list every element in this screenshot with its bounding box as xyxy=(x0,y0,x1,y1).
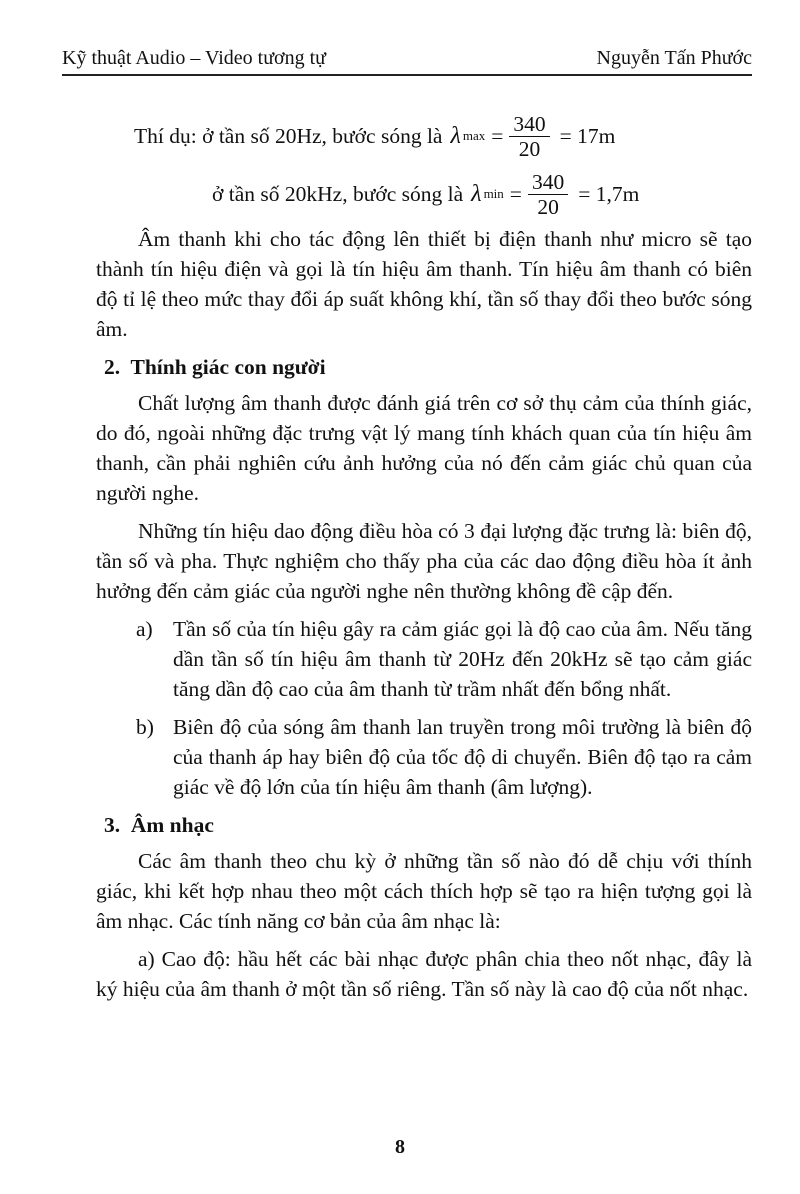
fraction-denominator: 20 xyxy=(518,136,541,161)
section-title: Thính giác con người xyxy=(130,355,326,379)
header-author: Nguyễn Tấn Phước xyxy=(596,47,752,69)
equation-min-wavelength xyxy=(212,166,752,222)
list-item-text: Tần số của tín hiệu gây ra cảm giác gọi là độ cao của âm. Nếu tăng dần tần số tín hiệu âm thanh từ 20Hz đến 20kHz sẽ tạo cảm giác tăng dần độ cao của âm thanh từ trầm nhất đến bổng nhất. xyxy=(173,617,752,701)
paragraph-harmonic-signals: Những tín hiệu dao động điều hòa có 3 đại lượng đặc trưng là: biên độ, tần số và pha. Thực nghiệm cho thấy pha của các dao động điều hòa ít ảnh hưởng đến cảm giác của người nghe nên thường không đề cập đến. xyxy=(96,519,752,603)
fraction-denominator: 20 xyxy=(537,194,559,219)
equation-prefix: Thí dụ: ở tần số 20Hz, bước sóng là xyxy=(134,124,443,148)
lambda-symbol: λ xyxy=(450,123,461,149)
list-item-amplitude xyxy=(136,712,752,802)
list-item-text: Biên độ của sóng âm thanh lan truyền trong môi trường là biên độ của thanh áp hay biên độ của tốc độ di chuyển. Biên độ tạo ra cảm giác về độ lớn của tín hiệu âm thanh (âm lượng). xyxy=(173,715,752,799)
page-number: 8 xyxy=(395,1136,405,1158)
fraction xyxy=(509,112,549,161)
section-heading-music xyxy=(104,810,752,840)
equals-sign: = xyxy=(509,182,522,206)
equals-sign: = xyxy=(491,124,504,148)
equation-max-wavelength xyxy=(134,108,752,164)
lambda-symbol: λ xyxy=(471,181,482,207)
header-book-title: Kỹ thuật Audio – Video tương tự xyxy=(62,47,327,69)
section-heading-hearing xyxy=(104,352,752,382)
list-marker: b) xyxy=(136,715,154,739)
fraction-numerator: 340 xyxy=(528,170,568,195)
section-number: 3. xyxy=(104,813,121,837)
equation-result: = 1,7m xyxy=(578,182,640,206)
list-marker: a) xyxy=(136,617,153,641)
lambda-subscript: min xyxy=(483,186,504,201)
paragraph-sound-signal: Âm thanh khi cho tác động lên thiết bị điện thanh như micro sẽ tạo thành tín hiệu điện và gọi là tín hiệu âm thanh. Tín hiệu âm thanh có biên độ tỉ lệ theo mức thay đổi áp suất không khí, tần số thay đổi theo bước sóng âm. xyxy=(96,227,752,341)
equation-prefix: ở tần số 20kHz, bước sóng là xyxy=(212,182,464,206)
section-title: Âm nhạc xyxy=(130,813,214,837)
running-header xyxy=(62,46,752,76)
paragraph-music-definition: Các âm thanh theo chu kỳ ở những tần số nào đó dễ chịu với thính giác, khi kết hợp nhau theo một cách thích hợp sẽ tạo ra hiện tượng gọi là âm nhạc. Các tính năng cơ bản của âm nhạc là: xyxy=(96,849,752,933)
lambda-subscript: max xyxy=(462,128,486,143)
fraction xyxy=(528,170,568,219)
paragraph-sound-quality: Chất lượng âm thanh được đánh giá trên cơ sở thụ cảm của thính giác, do đó, ngoài những đặc trưng vật lý mang tính khách quan của tín hiệu âm thanh, cần phải nghiên cứu ảnh hưởng của nó đến cảm giác chủ quan của người nghe. xyxy=(96,391,752,505)
list-item-frequency xyxy=(136,614,752,704)
equation-result: = 17m xyxy=(559,124,616,148)
page-body xyxy=(96,108,752,1012)
section-number: 2. xyxy=(104,355,121,379)
fraction-numerator: 340 xyxy=(509,112,549,137)
paragraph-pitch: a) Cao độ: hầu hết các bài nhạc được phân chia theo nốt nhạc, đây là ký hiệu của âm thanh ở một tần số riêng. Tần số này là cao độ của nốt nhạc. xyxy=(96,947,752,1001)
